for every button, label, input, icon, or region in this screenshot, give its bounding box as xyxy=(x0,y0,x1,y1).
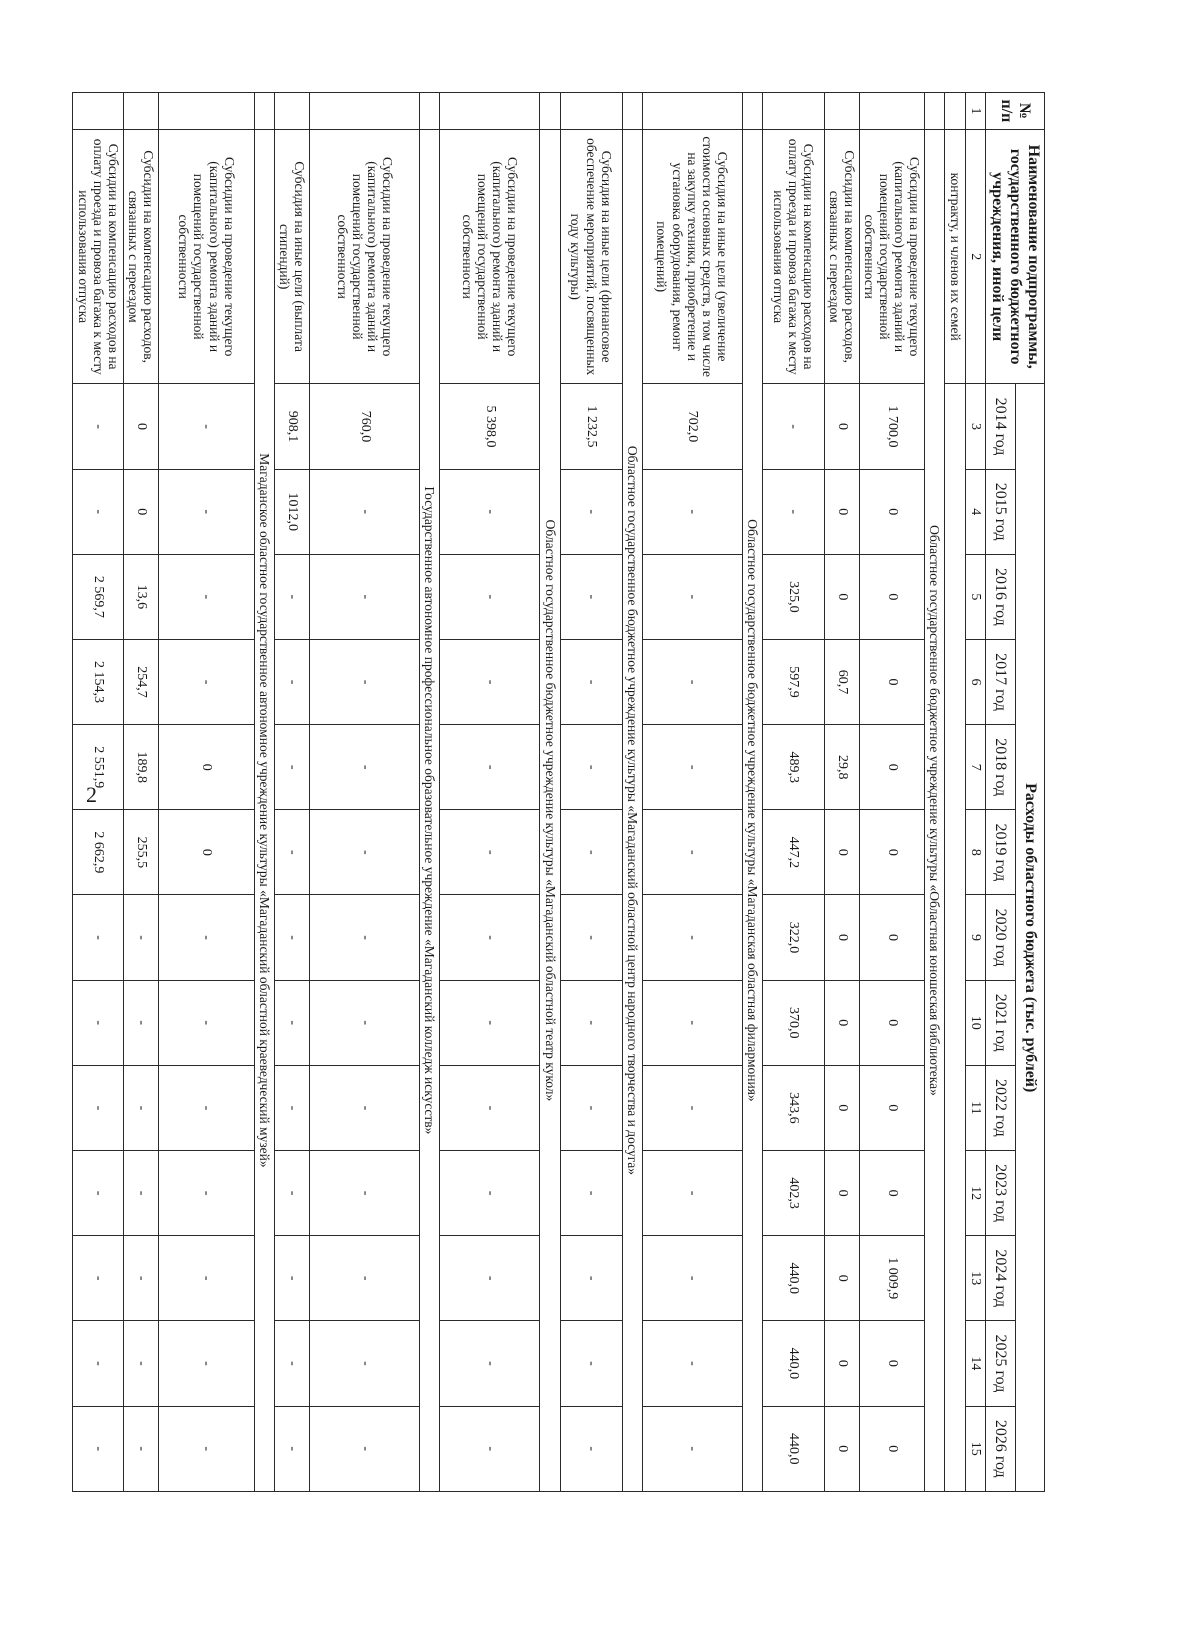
value-cell: - xyxy=(642,639,742,724)
row-number-cell xyxy=(440,93,540,130)
section-header-row xyxy=(742,93,762,1492)
value-cell: 440,0 xyxy=(762,1321,824,1406)
value-cell: - xyxy=(275,1065,310,1150)
table-row xyxy=(275,93,310,1492)
value-cell: - xyxy=(642,1406,742,1492)
value-cell: 1012,0 xyxy=(275,469,310,554)
empty-cell xyxy=(622,93,642,130)
value-cell: - xyxy=(275,980,310,1065)
value-cell: - xyxy=(560,895,622,980)
header-year: 2025 год xyxy=(986,1321,1015,1406)
value-cell: 2 154,3 xyxy=(73,639,123,724)
row-number-cell xyxy=(310,93,420,130)
value-cell: - xyxy=(440,1150,540,1235)
section-header-row xyxy=(925,93,945,1492)
value-cell: 0 xyxy=(824,1321,859,1406)
column-index-cell: 15 xyxy=(965,1406,986,1492)
value-cell: 60,7 xyxy=(824,639,859,724)
value-cell: - xyxy=(310,725,420,810)
value-cell: - xyxy=(560,980,622,1065)
value-cell: - xyxy=(642,810,742,895)
value-cell: 189,8 xyxy=(123,725,158,810)
value-cell: 440,0 xyxy=(762,1236,824,1321)
row-number-cell xyxy=(158,93,254,130)
value-cell: - xyxy=(642,1150,742,1235)
value-cell: - xyxy=(642,895,742,980)
value-cell: 0 xyxy=(859,469,924,554)
value-cell: - xyxy=(275,1236,310,1321)
table-row xyxy=(824,93,859,1492)
value-cell: 0 xyxy=(824,980,859,1065)
section-title: Областное государственное бюджетное учреждение культуры «Областная юношеская библиотека» xyxy=(925,129,945,1491)
row-name: Субсидии на проведение текущего (капитального) ремонта зданий и помещений государственной собственности xyxy=(310,129,420,384)
table-body xyxy=(73,93,965,1492)
continuation-row xyxy=(945,93,965,1492)
value-cell: - xyxy=(73,1065,123,1150)
value-cell: 489,3 xyxy=(762,725,824,810)
value-cell: - xyxy=(158,554,254,639)
row-name: Субсидии на компенсацию расходов на оплату проезда и провоза багажа к месту использования отпуска xyxy=(762,129,824,384)
section-title: Областное государственное бюджетное учреждение культуры «Магаданский областной театр кукол» xyxy=(540,129,560,1491)
value-cell: - xyxy=(123,1065,158,1150)
empty-cell xyxy=(742,93,762,130)
value-cell: - xyxy=(310,469,420,554)
value-cell: 343,6 xyxy=(762,1065,824,1150)
value-cell: - xyxy=(158,980,254,1065)
value-cell: 0 xyxy=(859,1321,924,1406)
section-header-row xyxy=(420,93,440,1492)
row-number-cell xyxy=(275,93,310,130)
value-cell: 760,0 xyxy=(310,384,420,469)
value-cell: - xyxy=(275,725,310,810)
value-cell: - xyxy=(158,1236,254,1321)
value-cell: - xyxy=(158,1406,254,1492)
value-cell: 0 xyxy=(859,725,924,810)
value-cell: 0 xyxy=(158,725,254,810)
header-index-row xyxy=(965,93,986,1492)
value-cell: 5 398,0 xyxy=(440,384,540,469)
value-cell: 402,3 xyxy=(762,1150,824,1235)
column-index-cell: 2 xyxy=(965,129,986,384)
value-cell: - xyxy=(310,639,420,724)
value-cell: 0 xyxy=(158,810,254,895)
column-index-cell: 6 xyxy=(965,639,986,724)
value-cell: 0 xyxy=(123,384,158,469)
value-cell: - xyxy=(73,895,123,980)
value-cell: - xyxy=(440,1406,540,1492)
column-index-cell: 12 xyxy=(965,1150,986,1235)
row-name: Субсидия на иные цели (финансовое обеспечение мероприятий, посвященных году культуры) xyxy=(560,129,622,384)
value-cell: 2 662,9 xyxy=(73,810,123,895)
value-cell: - xyxy=(123,1236,158,1321)
column-index-cell: 5 xyxy=(965,554,986,639)
value-cell: - xyxy=(310,1150,420,1235)
header-year: 2019 год xyxy=(986,810,1015,895)
value-cell: - xyxy=(310,1321,420,1406)
value-cell: 0 xyxy=(859,1065,924,1150)
value-cell: - xyxy=(158,639,254,724)
value-cell: 0 xyxy=(824,554,859,639)
row-name: Субсидия на иные цели (выплата стипендий) xyxy=(275,129,310,384)
value-cell: 702,0 xyxy=(642,384,742,469)
value-cell: 0 xyxy=(824,1065,859,1150)
table-row xyxy=(560,93,622,1492)
header-year: 2017 год xyxy=(986,639,1015,724)
section-title: Государственное автономное профессиональное образовательное учреждение «Магаданский колледж искусств» xyxy=(420,129,440,1491)
row-number-cell xyxy=(762,93,824,130)
header-year: 2022 год xyxy=(986,1065,1015,1150)
value-cell: - xyxy=(275,639,310,724)
value-cell: - xyxy=(158,384,254,469)
value-cell: - xyxy=(73,1321,123,1406)
header-year: 2016 год xyxy=(986,554,1015,639)
value-cell: - xyxy=(158,895,254,980)
table-row xyxy=(73,93,123,1492)
value-cell: - xyxy=(158,1321,254,1406)
row-name: Субсидии на компенсацию расходов на оплату проезда и провоза багажа к месту использования отпуска xyxy=(73,129,123,384)
value-cell: - xyxy=(560,469,622,554)
value-cell: 597,9 xyxy=(762,639,824,724)
value-cell: - xyxy=(73,384,123,469)
value-cell: - xyxy=(73,1406,123,1492)
value-cell: - xyxy=(762,469,824,554)
value-cell: - xyxy=(642,554,742,639)
section-header-row xyxy=(254,93,274,1492)
header-year: 2015 год xyxy=(986,469,1015,554)
value-cell: - xyxy=(560,1406,622,1492)
value-cell: - xyxy=(73,1236,123,1321)
value-cell: 322,0 xyxy=(762,895,824,980)
value-cell: 255,5 xyxy=(123,810,158,895)
value-cell: 440,0 xyxy=(762,1406,824,1492)
table-row xyxy=(642,93,742,1492)
empty-cell xyxy=(945,93,965,130)
table-row xyxy=(158,93,254,1492)
column-index-cell: 11 xyxy=(965,1065,986,1150)
value-cell: - xyxy=(560,810,622,895)
header-row-1 xyxy=(1015,93,1044,1492)
value-cell: 1 700,0 xyxy=(859,384,924,469)
value-cell: - xyxy=(310,1065,420,1150)
value-cell: 0 xyxy=(859,1150,924,1235)
continuation-text: контракту, и членов их семей xyxy=(945,129,965,384)
value-cell: - xyxy=(440,1065,540,1150)
row-number-cell xyxy=(859,93,924,130)
row-name: Субсидии на проведение текущего (капитального) ремонта зданий и помещений государственной собственности xyxy=(158,129,254,384)
header-year: 2021 год xyxy=(986,980,1015,1065)
value-cell: - xyxy=(310,980,420,1065)
column-index-cell: 8 xyxy=(965,810,986,895)
value-cell: - xyxy=(158,1150,254,1235)
value-cell: - xyxy=(642,1065,742,1150)
column-index-cell: 3 xyxy=(965,384,986,469)
header-year: 2024 год xyxy=(986,1236,1015,1321)
value-cell: 0 xyxy=(824,895,859,980)
value-cell: - xyxy=(275,1150,310,1235)
row-number-cell xyxy=(824,93,859,130)
value-cell: - xyxy=(440,1321,540,1406)
value-cell: 0 xyxy=(859,554,924,639)
value-cell: - xyxy=(310,1406,420,1492)
column-index-cell: 14 xyxy=(965,1321,986,1406)
table-row xyxy=(859,93,924,1492)
value-cell: - xyxy=(642,725,742,810)
value-cell: - xyxy=(73,469,123,554)
value-cell: - xyxy=(275,554,310,639)
rotated-table-area xyxy=(75,92,1045,1492)
value-cell: - xyxy=(310,554,420,639)
row-number-cell xyxy=(123,93,158,130)
budget-table xyxy=(72,92,1045,1492)
value-cell: 1 009,9 xyxy=(859,1236,924,1321)
value-cell: - xyxy=(310,1236,420,1321)
column-index-cell: 7 xyxy=(965,725,986,810)
value-cell: 370,0 xyxy=(762,980,824,1065)
value-cell: 0 xyxy=(859,980,924,1065)
value-cell: - xyxy=(158,469,254,554)
value-cell: 0 xyxy=(123,469,158,554)
value-cell: 0 xyxy=(824,384,859,469)
table-row xyxy=(310,93,420,1492)
section-header-row xyxy=(622,93,642,1492)
value-cell: - xyxy=(762,384,824,469)
empty-cell xyxy=(420,93,440,130)
value-cell: - xyxy=(642,980,742,1065)
header-year: 2018 год xyxy=(986,725,1015,810)
section-title: Областное государственное бюджетное учреждение культуры «Магаданская областная филармония» xyxy=(742,129,762,1491)
value-cell: - xyxy=(310,895,420,980)
row-name: Субсидии на компенсацию расходов, связанных с переездом xyxy=(123,129,158,384)
empty-cell xyxy=(540,93,560,130)
row-name: Субсидии на проведение текущего (капитального) ремонта зданий и помещений государственной собственности xyxy=(440,129,540,384)
value-cell: - xyxy=(73,1150,123,1235)
value-cell: - xyxy=(642,1321,742,1406)
value-cell: - xyxy=(123,1406,158,1492)
value-cell: - xyxy=(123,980,158,1065)
value-cell: - xyxy=(440,1236,540,1321)
section-title: Магаданское областное государственное автономное учреждение культуры «Магаданский областной краеведческий музей» xyxy=(254,129,274,1491)
value-cell: - xyxy=(73,980,123,1065)
value-cell: 0 xyxy=(859,895,924,980)
header-year: 2023 год xyxy=(986,1150,1015,1235)
value-cell: 0 xyxy=(824,1406,859,1492)
value-cell: 13,6 xyxy=(123,554,158,639)
value-cell: - xyxy=(275,895,310,980)
section-header-row xyxy=(540,93,560,1492)
value-cell: 2 551,9 xyxy=(73,725,123,810)
value-cell: - xyxy=(275,1406,310,1492)
column-index-cell: 1 xyxy=(965,93,986,130)
value-cell: - xyxy=(275,810,310,895)
empty-cell xyxy=(925,93,945,130)
value-cell: 0 xyxy=(859,639,924,724)
value-cell: - xyxy=(560,725,622,810)
value-cell: - xyxy=(560,1065,622,1150)
column-index-cell: 13 xyxy=(965,1236,986,1321)
value-cell: - xyxy=(123,895,158,980)
value-cell: - xyxy=(123,1321,158,1406)
header-year: 2014 год xyxy=(986,384,1015,469)
table-row xyxy=(123,93,158,1492)
value-cell: - xyxy=(440,639,540,724)
header-col-name: Наименование подпрограммы, государственного бюджетного учреждения, иной цели xyxy=(986,129,1045,384)
header-expenses-title: Расходы областного бюджета (тыс. рублей) xyxy=(1015,384,1044,1492)
value-cell: - xyxy=(560,1150,622,1235)
table-row xyxy=(440,93,540,1492)
value-cell: - xyxy=(440,895,540,980)
value-cell: - xyxy=(440,980,540,1065)
page-number: 2 xyxy=(86,782,97,807)
table-row xyxy=(762,93,824,1492)
value-cell: - xyxy=(642,469,742,554)
column-index-cell: 9 xyxy=(965,895,986,980)
row-name: Субсидии на проведение текущего (капитального) ремонта зданий и помещений государственной собственности xyxy=(859,129,924,384)
value-cell: - xyxy=(440,554,540,639)
row-name: Субсидии на компенсацию расходов, связанных с переездом xyxy=(824,129,859,384)
header-col-number: № п/п xyxy=(986,93,1045,130)
value-cell: - xyxy=(642,1236,742,1321)
value-cell: 0 xyxy=(824,1150,859,1235)
value-cell: 29,8 xyxy=(824,725,859,810)
value-cell: - xyxy=(158,1065,254,1150)
value-cell: 0 xyxy=(859,810,924,895)
value-cell: 0 xyxy=(859,1406,924,1492)
value-cell: - xyxy=(440,469,540,554)
column-index-cell: 4 xyxy=(965,469,986,554)
row-number-cell xyxy=(73,93,123,130)
value-cell: - xyxy=(560,1236,622,1321)
value-cell: 908,1 xyxy=(275,384,310,469)
value-cell: 254,7 xyxy=(123,639,158,724)
row-number-cell xyxy=(642,93,742,130)
row-number-cell xyxy=(560,93,622,130)
section-title: Областное государственное бюджетное учреждение культуры «Магаданский областной центр народного творчества и досуга» xyxy=(622,129,642,1491)
value-cell: 447,2 xyxy=(762,810,824,895)
value-cell: - xyxy=(123,1150,158,1235)
column-index-cell: 10 xyxy=(965,980,986,1065)
empty-cell xyxy=(254,93,274,130)
header-year: 2026 год xyxy=(986,1406,1015,1492)
value-cell: - xyxy=(440,810,540,895)
value-cell: - xyxy=(560,1321,622,1406)
value-cell: - xyxy=(310,810,420,895)
value-cell: - xyxy=(275,1321,310,1406)
value-cell: - xyxy=(560,554,622,639)
value-cell: 1 232,5 xyxy=(560,384,622,469)
value-cell: - xyxy=(560,639,622,724)
value-cell: 0 xyxy=(824,810,859,895)
value-cell: 325,0 xyxy=(762,554,824,639)
value-cell: - xyxy=(440,725,540,810)
value-cell: 0 xyxy=(824,1236,859,1321)
row-name: Субсидия на иные цели (увеличение стоимости основных средств, в том числе на закупку техники, приобретение и установка оборудования, ремонт помещений) xyxy=(642,129,742,384)
header-year: 2020 год xyxy=(986,895,1015,980)
value-cell: 0 xyxy=(824,469,859,554)
value-cell: 2 569,7 xyxy=(73,554,123,639)
empty-cell xyxy=(945,384,965,1492)
